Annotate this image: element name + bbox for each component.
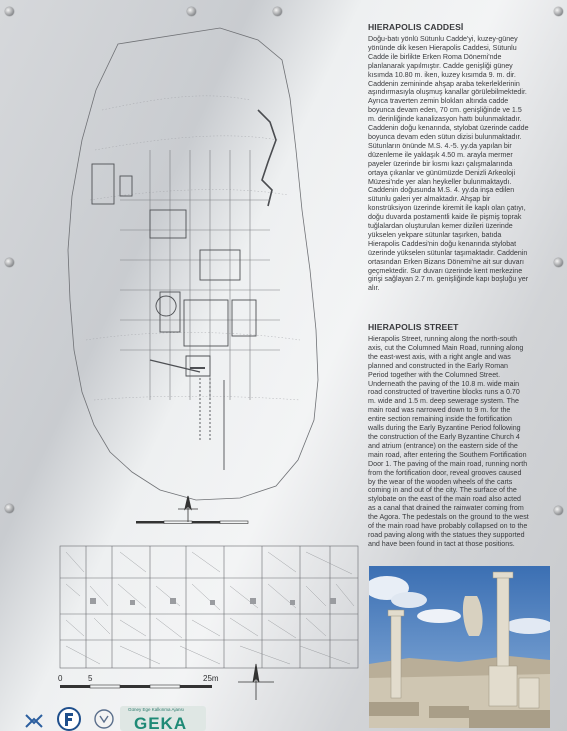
scale-label-start: 0 [58,674,63,683]
text-line: Caddenin doğusunda M.S. 4. yy.da inşa edilen [368,186,515,195]
university-logo-icon [94,709,114,729]
text-line: Cadde ile birlikte Erken Roma Dönemi'nde [368,52,502,61]
text-line: axis, cut the Columned Main Road, running along [368,343,524,352]
city-boundary-outline [68,28,318,500]
text-line: tuğlalardan oluşturulan kemer dizileri üzerinde [368,222,513,231]
text-line: road paving along with the statues they supported [368,530,525,539]
text-line: planned and constructed in the Early Roman [368,361,508,370]
text-line: sütunlu galeri yer almaktadır. Ahşap bir [368,195,491,204]
ministry-logo-icon [56,706,82,731]
english-heading: HIERAPOLIS STREET [368,322,459,332]
site-plan-scale-bar [136,521,248,524]
text-line: Caddenin doğu kenarında, stylobat üzerinde cadde [368,124,529,133]
text-line: and have been found in tact at those positions. [368,539,515,548]
text-line: düzenleme ile yaklaşık 4.50 m. arayla mermer [368,150,513,159]
text-line: by the wear of the wooden wheels of the carts [368,477,513,486]
text-line: konstrüksiyon üzerinde kiremit ile kaplı olan çatıyı, [368,204,526,213]
turkish-heading: HIERAPOLIS CADDESİ [368,22,464,32]
text-line: coming in and out of the city. The surface of the [368,486,517,495]
text-line: Door 1. The paving of the main road, running north [368,459,528,468]
street-plan-scale-bar [60,685,212,688]
text-line: road constructed of travertine blocks runs a 0.70 [368,388,520,397]
text-line: ortasından Erken Bizans Dönemi'ne ait sur duvarı [368,257,524,266]
text-line: entire section remaining inside the fortification [368,415,512,424]
text-line: planlanarak yapılmıştır. Cadde genişliği güney [368,61,513,70]
text-line: as a canal that drained the rainwater coming from [368,504,524,513]
text-line: m. wide and 1.5 m. deep sewerage system. The [368,397,519,406]
compass-rose-icon [238,664,274,700]
text-line: Hierapolis Caddesi'nin doğu kenarında stylobat [368,239,517,248]
text-line: stylobate on the east of the main road also acted [368,495,522,504]
text-line: Müzesi'nde yer alan heykeller bulunmaktaydı. [368,177,512,186]
text-line: girişi sağlayan 2.7 m. genişliğinde kapı boşluğu yer [368,275,529,284]
text-line: üzerinde yükselen sütunlar taşımaktadır. Caddenin [368,248,528,257]
geka-tagline: Güney Ege Kalkınma Ajansı [128,707,185,712]
text-line: doğu duvarda postamentli kaide ile pişmiş toprak [368,213,522,222]
text-line: Doğu-batı yönlü Sütunlu Cadde'yi, kuzey-güney [368,35,518,43]
text-line: main road was narrowed down to 9 m. for the [368,406,511,415]
text-line: the Agora. The pedestals on the ground to the west [368,513,529,522]
scale-label-mid: 5 [88,674,93,683]
english-paragraph [368,335,550,549]
municipality-logo-icon [22,709,46,731]
text-line: from the fortification door, reveal grooves caused [368,468,522,477]
text-line: Underneath the paving of the 10.8 m. wide main [368,379,520,388]
topographic-contours [86,96,300,400]
street-plan-drawing [60,546,358,668]
text-line: Sütunların önünde M.S. 4.-5. yy.da yapılan bir [368,141,512,150]
text-line: Caddenin zemininde ahşap araba tekerleklerinin [368,79,520,88]
geka-wordmark: GEKA [134,714,188,731]
scale-label-end: 25m [203,674,219,683]
turkish-section [368,22,550,293]
text-line: Period together with the Columned Street. [368,370,501,379]
english-section [368,322,550,549]
text-line: walls during the Early Byzantine Period following [368,424,521,433]
text-line: boyunca devam eden, 70 cm. genişliğinde ve 1.5 [368,106,522,115]
text-line: Hierapolis Street, running along the north-south [368,335,518,343]
text-line: main road, after entering the Southern Fortification [368,450,527,459]
text-line: yönünde dik kesen Hierapolis Caddesi, Sütunlu [368,43,517,52]
text-line: aşındırmasıyla oluşmuş kanallar görülebilmektedir. [368,88,527,97]
text-line: ortaya çıkanlar ve günümüzde Denizli Arkeoloji [368,168,516,177]
text-line: of the main road have probably collapsed on to the [368,522,528,531]
text-line: boyunca devam eden sütun dizisi bulunmaktadır. [368,132,522,141]
turkish-paragraph [368,35,550,293]
text-line: payeler üzerinde bir kısmı kazı çalışmalarında [368,159,513,168]
text-line: the east-west axis, with a right angle and was [368,352,511,361]
geka-logo [120,706,206,731]
text-line: alır. [368,284,380,293]
text-line: the construction of the Early Byzantine Church 4 [368,432,520,441]
text-line: kısımda 10.80 m. iken, kuzey kısımda 9. m. dir. [368,70,516,79]
text-line: m. derinliğinde kanalizasyon hattı bulunmaktadır. [368,115,522,124]
text-line: and atrium (entrance) on the eastern side of the [368,441,518,450]
text-line: geçmektedir. Sur duvarı üzerinde kent merkezine [368,266,523,275]
text-line: yükselen yekpare sütunlar taşırken, batıda [368,230,502,239]
text-line: Ayrıca traverten zemin blokları altında cadde [368,97,509,106]
street-columns-photo [369,566,550,728]
